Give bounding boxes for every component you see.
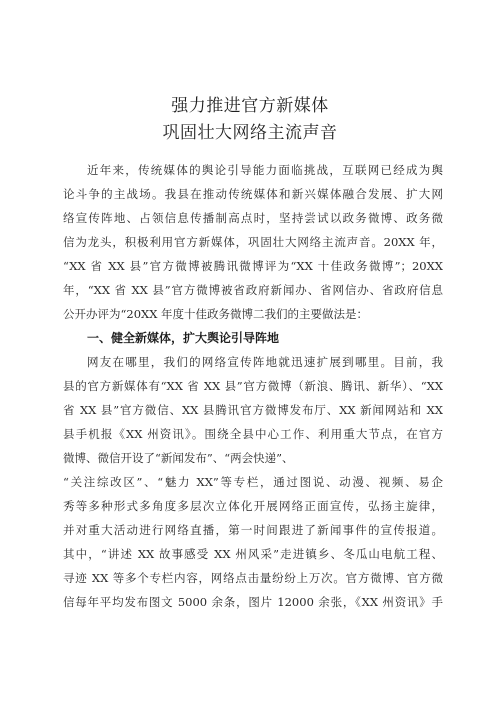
intro-paragraph-line: 公开办评为“20XX 年度十佳政务微博二我们的主要做法是： <box>63 307 369 321</box>
section-paragraph-line: 省 XX 县”官方微信、XX 县腾讯官方微博发布厅、XX 新闻网站和 XX <box>63 403 443 417</box>
intro-paragraph-line: 年，“XX 省 XX 县”官方微博被省政府新闻办、省网信办、省政府信息 <box>63 283 443 297</box>
intro-paragraph-line: 论斗争的主战场。我县在推动传统媒体和新兴媒体融合发展、扩大网 <box>63 187 443 201</box>
section-paragraph-line: 并对重大活动进行网络直播，第一时间跟进了新闻事件的宣传报道。 <box>63 523 443 537</box>
section-paragraph-line: “关注综改区”、“魅力 XX”等专栏，通过图说、动漫、视频、易企 <box>63 475 443 489</box>
intro-paragraph-line: 络宣传阵地、占领信息传播制高点时，坚持尝试以政务微博、政务微 <box>63 211 443 225</box>
section-paragraph-line: 微博、微信开设了“新闻发布”、“两会快递”、 <box>63 451 294 465</box>
section-paragraph-line: 信每年平均发布图文 5000 余条，图片 12000 余张，《XX 州资讯》手 <box>63 595 443 609</box>
document-title-line2: 巩固壮大网络主流声音 <box>162 123 338 143</box>
section-paragraph-line: 县的官方新媒体有“XX 省 XX 县”官方微博（新浪、腾讯、新华）、“XX <box>63 379 443 393</box>
section-heading: 一、健全新媒体，扩大舆论引导阵地 <box>87 331 280 345</box>
document-title-line1: 强力推进官方新媒体 <box>171 96 329 116</box>
intro-paragraph-line: “XX 省 XX 县”官方微博被腾讯微博评为“XX 十佳政务微博”；20XX <box>63 259 443 273</box>
section-paragraph-line: 寻迹 XX 等多个专栏内容，网络点击量纷纷上万次。官方微博、官方微 <box>63 571 443 585</box>
section-paragraph-line: 秀等多种形式多角度多层次立体化开展网络正面宣传，弘扬主旋律， <box>63 499 443 513</box>
section-paragraph-line: 县手机报《XX 州资讯》。围绕全县中心工作、利用重大节点，在官方 <box>63 427 443 441</box>
section-paragraph-line: 其中，“讲述 XX 故事感受 XX 州风采”走进镇乡、冬瓜山电航工程、 <box>63 547 443 561</box>
section-paragraph-line: 网友在哪里，我们的网络宣传阵地就迅速扩展到哪里。目前，我 <box>87 355 443 369</box>
intro-paragraph-line: 近年来，传统媒体的舆论引导能力面临挑战，互联网已经成为舆 <box>87 163 443 177</box>
intro-paragraph-line: 信为龙头，积极利用官方新媒体，巩固壮大网络主流声音。20XX 年， <box>63 235 443 249</box>
